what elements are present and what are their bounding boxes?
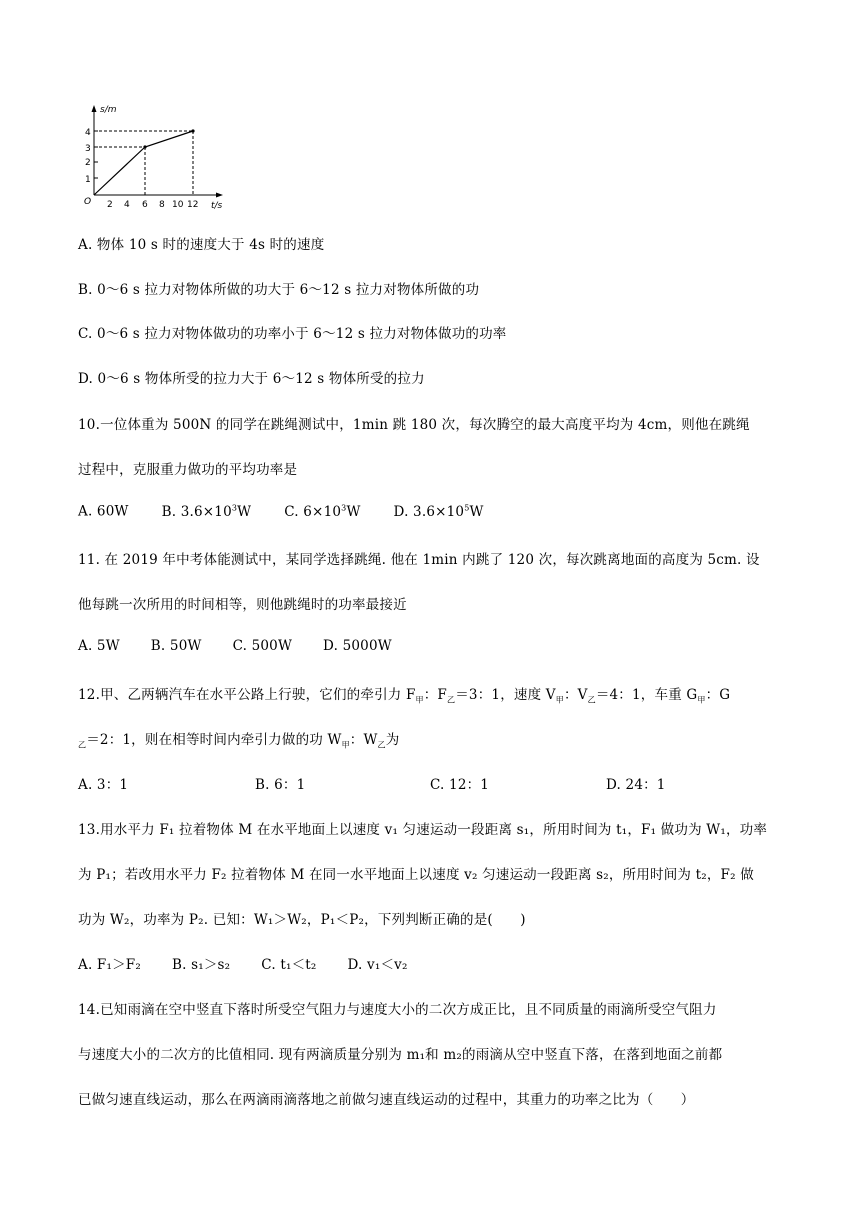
q14-stem-line2: 与速度大小的二次方的比值相同. 现有两滴质量分别为 m₁和 m₂的雨滴从空中竖直下落，在落到地面之前都 <box>78 1047 723 1063</box>
q13-option-a: A. F₁＞F₂ <box>78 957 141 973</box>
x-tick-label: 8 <box>159 200 165 210</box>
y-tick-label: 4 <box>85 128 91 138</box>
q10-option-a: A. 60W <box>78 503 129 520</box>
q14-stem-line3: 已做匀速直线运动，那么在两滴雨滴落地之前做匀速直线运动的过程中，其重力的功率之比为（ ） <box>78 1092 695 1108</box>
q10-options <box>78 503 484 520</box>
q13-option-d: D. v₁＜v₂ <box>347 957 408 973</box>
q11-stem-line1: 11. 在 2019 年中考体能测试中，某同学选择跳绳. 他在 1min 内跳了 120 次，每次跳离地面的高度为 5cm. 设 <box>78 552 760 568</box>
x-tick-label: 10 <box>172 200 184 210</box>
q10-option-c: C. $6\times 10^3W$ <box>284 503 361 520</box>
q11-option-d: D. 5000W <box>323 638 392 654</box>
q9-option-c: C. 0～6 s 拉力对物体做功的功率小于 6～12 s 拉力对物体做功的功率 <box>78 326 507 342</box>
s-t-line <box>94 131 193 195</box>
q13-options <box>78 953 408 973</box>
q10-option-d: D. $3.6\times 10^5W$ <box>393 503 484 520</box>
x-tick-label: 4 <box>124 200 130 210</box>
q11-options <box>78 638 392 654</box>
s-t-graph <box>80 100 230 215</box>
q11-option-b: B. 50W <box>150 638 202 654</box>
origin-label: O <box>84 197 92 207</box>
y-axis-label: s/m <box>100 105 117 115</box>
x-tick-label: 2 <box>107 200 113 210</box>
q12-option-d: D. 24：1 <box>606 777 666 793</box>
q10-option-b: B. $3.6\times 10^3W$ <box>161 503 252 520</box>
q11-option-a: A. 5W <box>78 638 120 654</box>
q14-stem-line1: 14.已知雨滴在空中竖直下落时所受空气阻力与速度大小的二次方成正比，且不同质量的雨滴所受空气阻力 <box>78 1002 717 1018</box>
x-tick-label: 6 <box>142 200 148 210</box>
q12-stem-line1: 12.甲、乙两辆汽车在水平公路上行驶，它们的牵引力 $F_甲$：$F_乙=3$：1，速度 $V_甲$：$V_乙=4$：1，车重 $G_甲$：G <box>78 687 731 705</box>
x-axis-label: t/s <box>211 201 223 211</box>
x-axis-arrow <box>216 193 223 198</box>
q12-stem-line2: $_乙$＝2：1，则在相等时间内牵引力做的功 $W_甲$：$W_乙$为 <box>78 732 400 750</box>
point-12-4 <box>191 129 194 132</box>
q13-option-c: C. t₁＜t₂ <box>261 957 317 973</box>
q10-stem-line1: 10.一位体重为 500N 的同学在跳绳测试中，1min 跳 180 次，每次腾空的最大高度平均为 4cm，则他在跳绳 <box>78 417 750 433</box>
q9-option-b: B. 0～6 s 拉力对物体所做的功大于 6～12 s 拉力对物体所做的功 <box>78 282 480 298</box>
y-axis-arrow <box>92 105 97 112</box>
point-6-3 <box>143 145 146 148</box>
q12-option-a: A. 3：1 <box>78 777 129 793</box>
q11-stem-line2: 他每跳一次所用的时间相等，则他跳绳时的功率最接近 <box>78 597 407 613</box>
q13-stem-line1: 13.用水平力 F₁ 拉着物体 M 在水平地面上以速度 v₁ 匀速运动一段距离 s₁，所用时间为 t₁，F₁ 做功为 W₁，功率 <box>78 822 768 838</box>
q9-option-d: D. 0～6 s 物体所受的拉力大于 6～12 s 物体所受的拉力 <box>78 371 425 387</box>
y-tick-label: 3 <box>85 144 91 154</box>
x-tick-label: 12 <box>187 200 199 210</box>
q9-option-a: A. 物体 10 s 时的速度大于 4s 时的速度 <box>78 237 325 253</box>
y-tick-label: 1 <box>85 175 91 185</box>
q13-option-b: B. s₁＞s₂ <box>172 957 231 973</box>
q12-option-b: B. 6：1 <box>255 777 306 793</box>
q10-stem-line2: 过程中，克服重力做功的平均功率是 <box>78 462 298 478</box>
q11-option-c: C. 500W <box>232 638 293 654</box>
q13-stem-line3: 功为 W₂，功率为 P₂. 已知：W₁＞W₂，P₁＜P₂，下列判断正确的是( ) <box>78 912 526 928</box>
q12-option-c: C. 12：1 <box>430 777 490 793</box>
y-tick-label: 2 <box>85 158 91 168</box>
q13-stem-line2: 为 P₁；若改用水平力 F₂ 拉着物体 M 在同一水平地面上以速度 v₂ 匀速运动一段距离 s₂，所用时间为 t₂，F₂ 做 <box>78 867 754 883</box>
